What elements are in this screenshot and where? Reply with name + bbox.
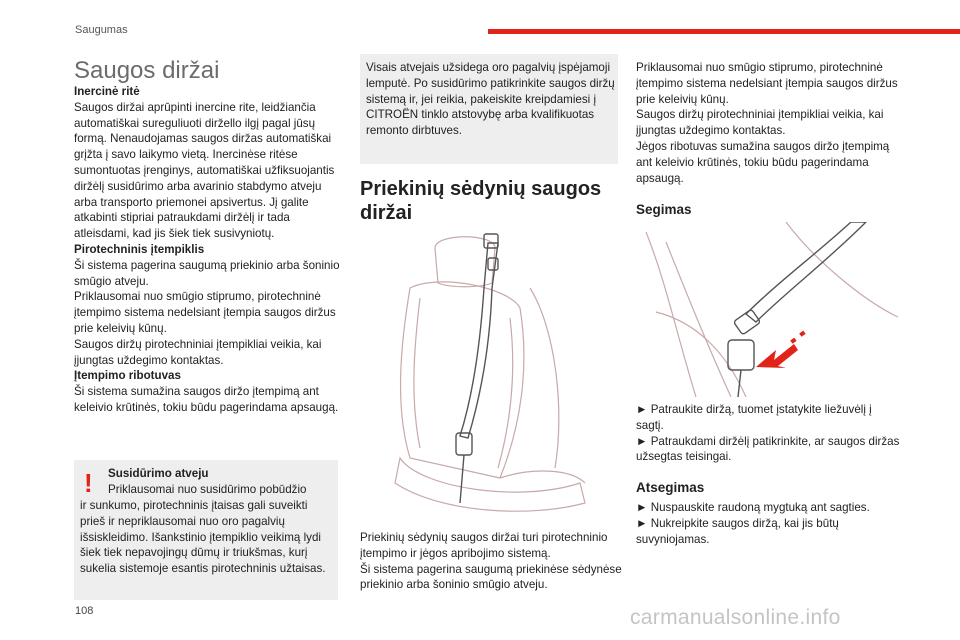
info-box — [360, 54, 618, 164]
warning-text: ir sunkumo, pirotechninis įtaisas gali suveikti prieš ir nepriklausomai nuo oro pagalvių išsiskleidimo. Išankstinio įtempiklio veikimą lydi šiek tiek nepavojingų dūmų ir triukšmas, kurį sukelia sistemoje esantis pirotechninis užtaisas. — [80, 499, 326, 576]
pyro-text-2: Priklausomai nuo smūgio stiprumo, pirotechninė įtempimo sistema nedelsiant įtempia saugos diržus prie keleivių kūnų. — [74, 290, 336, 335]
left-text-block — [74, 84, 344, 416]
section-label: Saugumas — [75, 24, 128, 36]
section-heading-front-belts: Priekinių sėdynių saugos diržai — [360, 178, 602, 224]
right-text-2: Saugos diržų pirotechniniai įtempikliai veikia, kai įjungtas uždegimo kontaktas. — [636, 108, 884, 138]
atsegimas-step-1: ► Nuspauskite raudoną mygtuką ant sagties. — [636, 501, 870, 514]
heading-segimas: Segimas — [636, 202, 692, 217]
pyro-text-3: Saugos diržų pirotechniniai įtempikliai veikia, kai įjungtas uždegimo kontaktas. — [74, 337, 322, 367]
segimas-steps — [636, 402, 902, 465]
heading-atsegimas: Atsegimas — [636, 480, 705, 495]
caption-2: Ši sistema pagerina saugumą priekinėse sėdynėse priekinio arba šoninio smūgio atveju. — [360, 562, 622, 592]
warning-title: Susidūrimo atveju — [108, 467, 209, 480]
right-text-block — [636, 60, 902, 186]
inertial-text: Saugos diržai aprūpinti inercine rite, leidžiančia automatiškai sureguliuoti diržello ilgį pagal jūsų formą. Nenaudojamas saugos diržas automatiškai grįžta į savo laikymo vietą. Inercinėse ritėse sumontuotas įrenginys, automatiškai užfiksuojantis diržėlį susidūrimo arba avarinio stabdymo atveju arba transporto priemonei apsivertus. Jį galite atkabinti stipriai patraukdami diržėlį ir tada atleisdami, kad jis šiek tiek susivyniotų. — [74, 100, 335, 241]
buckle-illustration — [636, 222, 898, 397]
pyro-text-1: Ši sistema pagerina saugumą priekinio arba šoninio smūgio atveju. — [74, 258, 340, 288]
exclamation-icon: ! — [84, 468, 93, 498]
page-title: Saugos diržai — [74, 57, 220, 84]
segimas-step-1: ► Patraukite diržą, tuomet įstatykite liežuvėlį į sagtį. — [636, 403, 872, 432]
atsegimas-step-2: ► Nukreipkite saugos diržą, kai jis būtų suvyniojamas. — [636, 516, 839, 546]
caption-block — [360, 530, 622, 593]
header-accent-bar — [488, 29, 960, 34]
right-text-1: Priklausomai nuo smūgio stiprumo, pirotechninė įtempimo sistema nedelsiant įtempia saugos diržus prie keleivių kūnų. — [636, 61, 898, 106]
warning-line-1: Priklausomai nuo susidūrimo pobūdžio — [108, 482, 307, 496]
inertial-heading: Inercinė ritė — [74, 85, 140, 98]
limiter-text: Ši sistema sumažina saugos diržo įtempimą ant keleivio krūtinės, tokiu būdu pagerindama apsaugą. — [74, 385, 339, 414]
right-text-3: Jėgos ribotuvas sumažina saugos diržo įtempimą ant keleivio krūtinės, tokiu būdu pagerindama apsaugą. — [636, 139, 890, 185]
seat-belt-illustration — [380, 228, 600, 518]
atsegimas-steps — [636, 500, 902, 547]
pyro-heading: Pirotechninis įtempiklis — [74, 242, 205, 256]
limiter-heading: Įtempimo ribotuvas — [74, 369, 181, 383]
segimas-step-2: ► Patraukdami diržėlį patikrinkite, ar saugos diržas užsegtas teisingai. — [636, 434, 900, 464]
warning-box — [74, 460, 338, 600]
page-number: 108 — [75, 605, 94, 617]
watermark: carmanualsonline.info — [630, 606, 841, 629]
info-text: Visais atvejais užsidega oro pagalvių įspėjamoji lemputė. Po susidūrimo patikrinkite saugos diržų sistemą ir, jei reikia, pakeiskite kreipdamiesi į CITROËN tinklo atstovybę arba kvalifikuotas remonto dirbtuves. — [366, 61, 615, 138]
caption-1: Priekinių sėdynių saugos diržai turi pirotechninio įtempimo ir jėgos apribojimo sistemą. — [360, 531, 608, 560]
